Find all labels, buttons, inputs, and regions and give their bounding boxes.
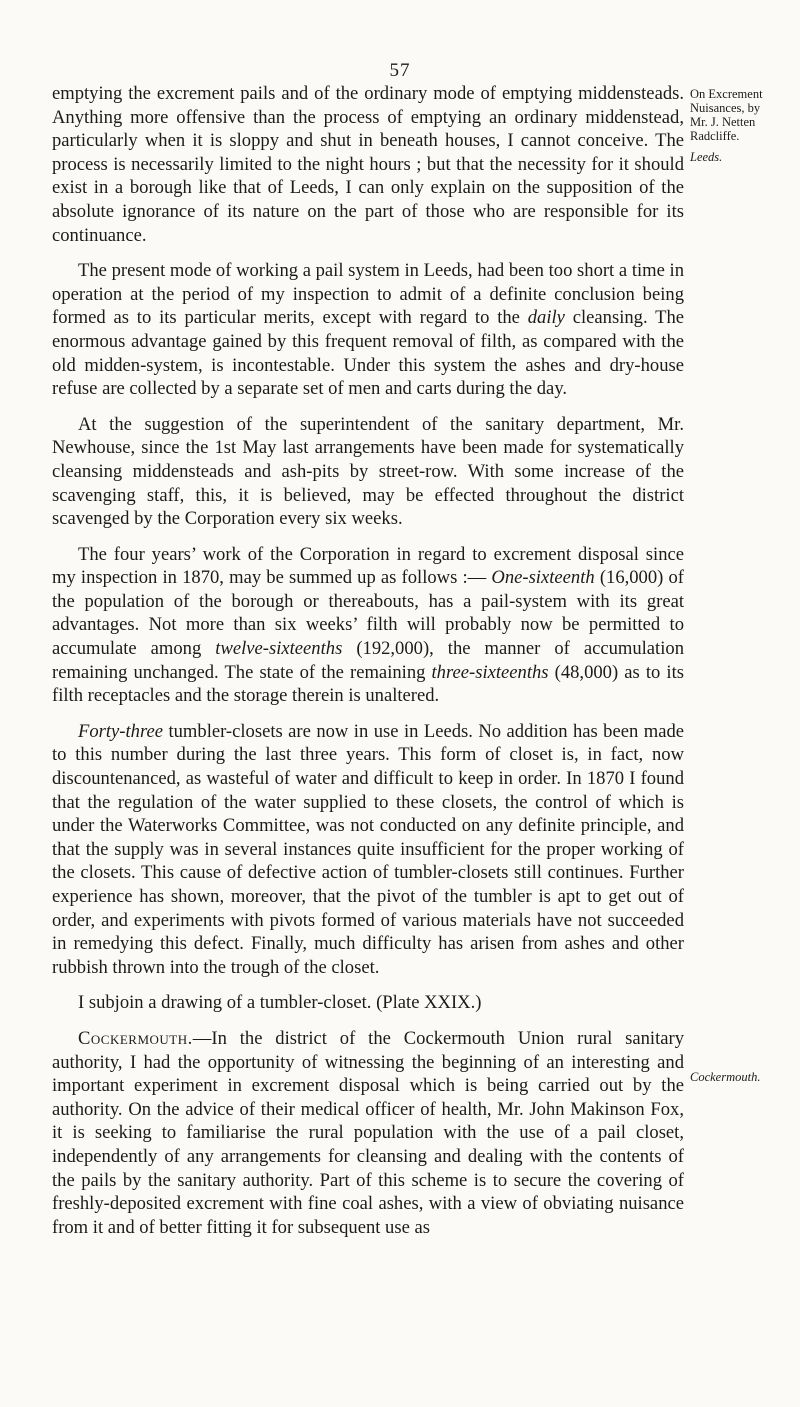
paragraph-text: (48,000) as to its filth receptacles and the storage therein is unaltered.: [52, 661, 684, 707]
paragraph: [52, 991, 684, 1015]
paragraph-text: cleansing. The enormous advantage gained by this frequent removal of filth, as compared with the old midden-system, is incontestable. Under this system the ashes and dry-house refuse are collected by a separate set of men and carts during the day.: [52, 307, 684, 400]
emphasis: Forty-three: [78, 720, 164, 742]
paragraph: [52, 1027, 684, 1239]
section-heading: Cockermouth.: [78, 1027, 193, 1049]
paragraph-text: emptying the excrement pails and of the ordinary mode of emptying middensteads. Anything more offensive than the process of emptying an ordinary middenstead, particularly when it is sloppy and shut in beneath houses, I cannot conceive. The process is necessarily limited to the night hours ; but that the necessity for it should exist in a borough like that of Leeds, I can only explain on the supposition of the absolute ignorance of its nature on the part of those who are responsible for its continuance.: [52, 83, 684, 246]
paragraph: [52, 413, 684, 531]
margin-note-line: Nuisances, by: [690, 101, 761, 115]
paragraph-text: The present mode of working a pail system in Leeds, had been too short a time in operation at the period of my inspection to admit of a definite conclusion being formed as to its particular merits, except with regard to the: [52, 260, 684, 329]
paragraph: [52, 82, 684, 247]
body-text: [52, 82, 684, 1251]
margin-note-line: Radcliffe.: [690, 129, 740, 143]
margin-note-line: On Excrement: [690, 87, 763, 101]
paragraph: [52, 720, 684, 980]
paragraph-text: tumbler-closets are now in use in Leeds. No addition has been made to this number during the last three years. This form of closet is, in fact, now discountenanced, as wasteful of water and difficult to keep in order. In 1870 I found that the regulation of the water supplied to these closets, the control of which is under the Waterworks Committee, was not conducted on any definite principle, and that the supply was in several instances quite insufficient for the proper working of the closets. This cause of defective action of tumbler-closets still continues. Further experience has shown, moreover, that the pivot of the tumbler is apt to get out of order, and experiments with pivots formed of various materials have not succeeded in remedying this defect. Finally, much difficulty has arisen from ashes and other rubbish thrown into the trough of the closet.: [52, 720, 684, 978]
paragraph-text: (16,000) of the population of the borough or thereabouts, has a pail-system with its great advantages. Not more than six weeks’ filth will probably now be permitted to accumulate among: [52, 567, 684, 660]
margin-note-leeds: Leeds.: [690, 150, 723, 164]
paragraph: [52, 543, 684, 708]
emphasis: One-sixteenth: [491, 567, 595, 589]
margin-note-cockermouth: Cockermouth.: [690, 1070, 761, 1084]
paragraph-text: —In the district of the Cockermouth Union rural sanitary authority, I had the opportunity of witnessing the beginning of an interesting and important experiment in excrement disposal which is being carried out by the authority. On the advice of their medical officer of health, Mr. John Makinson Fox, it is seeking to familiarise the rural population with the use of a pail closet, independently of any arrangements for cleansing and dealing with the contents of the pails by the sanitary authority. Part of this scheme is to secure the covering of freshly-deposited excrement with fine coal ashes, with a view of obviating nuisance from it and of better fitting it for subsequent use as: [52, 1027, 684, 1238]
paragraph-text: I subjoin a drawing of a tumbler-closet. (Plate XXIX.): [78, 992, 482, 1014]
paragraph: [52, 259, 684, 401]
paragraph-text: (192,000), the manner of accumulation remaining unchanged. The state of the remaining: [52, 638, 684, 683]
emphasis: three-sixteenths: [431, 661, 549, 683]
emphasis: daily: [527, 307, 565, 329]
emphasis: twelve-sixteenths: [215, 638, 343, 660]
paragraph-text: The four years’ work of the Corporation in regard to excrement disposal since my inspection in 1870, may be summed up as follows :—: [52, 543, 684, 589]
page-number: 57: [389, 60, 411, 81]
margin-note-line: Mr. J. Netten: [690, 115, 756, 129]
margin-note-source: [690, 87, 786, 143]
paragraph-text: At the suggestion of the superintendent of the sanitary department, Mr. Newhouse, since the 1st May last arrangements have been made for systematically cleansing middensteads and ash-pits by street-row. With some increase of the scavenging staff, this, it is believed, may be effected throughout the district scavenged by the Corporation every six weeks.: [52, 413, 684, 530]
